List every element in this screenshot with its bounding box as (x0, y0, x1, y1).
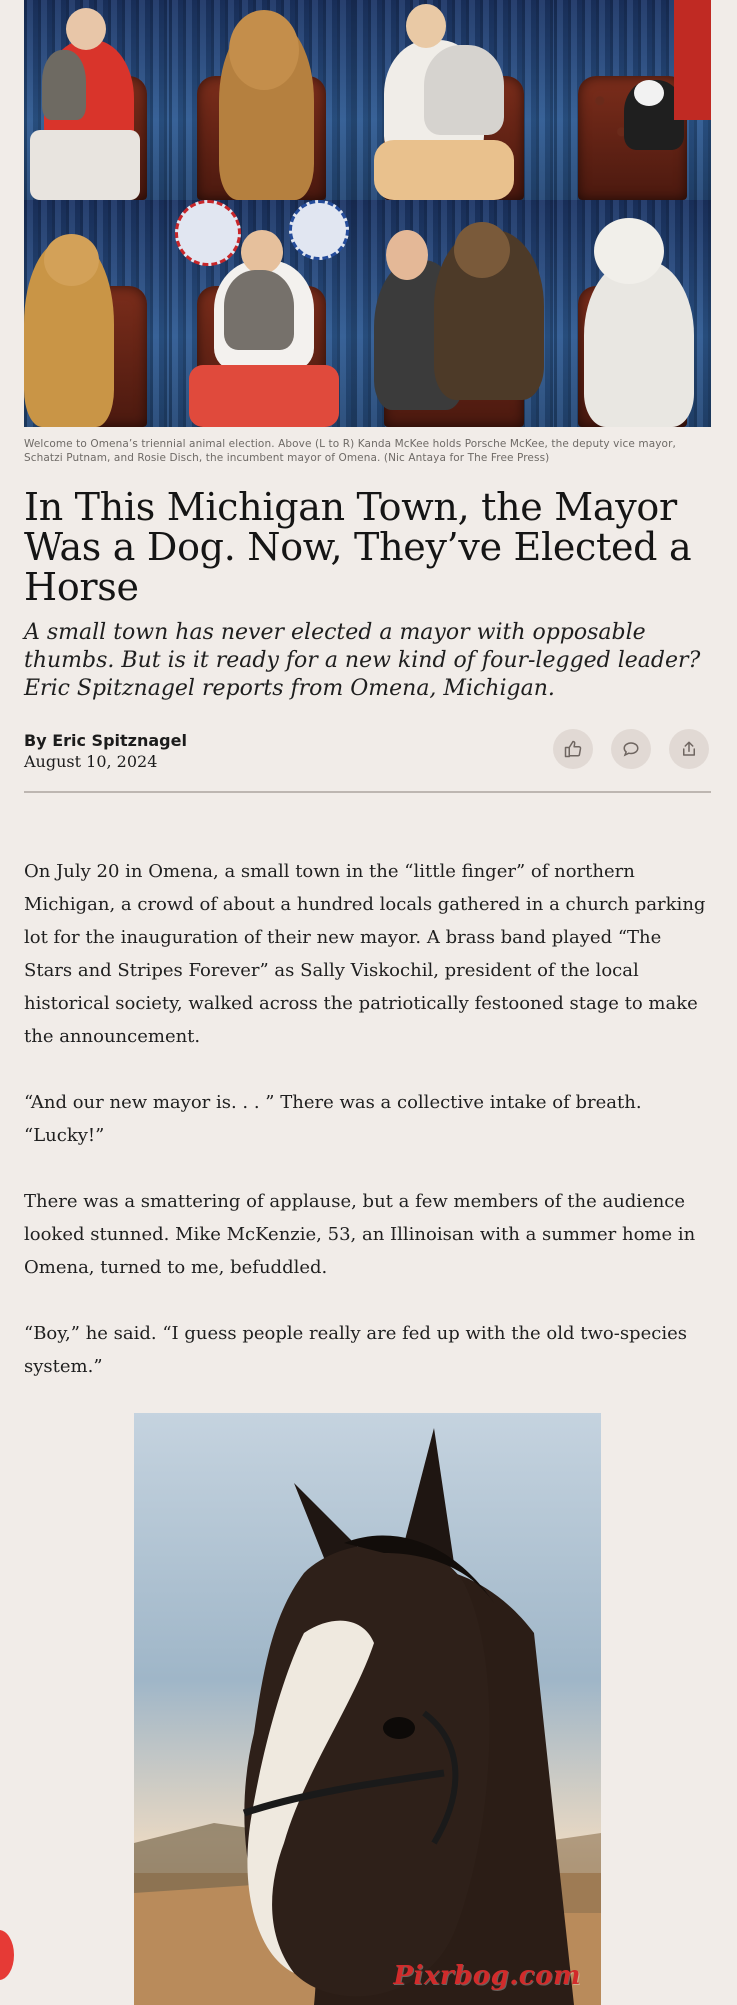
paragraph: “Boy,” he said. “I guess people really are fed up with the old two-species system.” (24, 1323, 687, 1377)
divider (24, 791, 711, 793)
photo-white-dog (554, 200, 711, 427)
hero-caption: Welcome to Omena’s triennial animal election. Above (L to R) Kanda McKee holds Porsche McKee, the deputy vice mayor, Schatzi Putnam, and Rosie Disch, the incumbent mayor of Omena. (Nic Antaya for The Free Press) (24, 438, 676, 464)
photo-yellow-labrador (24, 200, 169, 427)
photo-black-white-cat (554, 0, 711, 200)
like-button[interactable] (553, 729, 593, 769)
watermark: Pixrbog.com (393, 1961, 581, 1991)
article-actions (553, 729, 709, 769)
photo-girl-with-german-shepherd (354, 200, 554, 427)
horse-illustration (134, 1413, 601, 2005)
byline-row (24, 731, 711, 781)
paragraph: There was a smattering of applause, but a few members of the audience looked stunned. Mike McKenzie, 53, an Illinoisan with a summer home in Omena, turned to me, befuddled. (24, 1191, 696, 1278)
hero-photo-collage (24, 0, 711, 427)
horse-photo (134, 1413, 601, 2005)
article-body (24, 855, 711, 1383)
share-button[interactable] (669, 729, 709, 769)
headline: In This Michigan Town, the Mayor Was a Dog. Now, They’ve Elected a Horse (24, 485, 692, 609)
photo-woman-with-cat (24, 0, 169, 200)
share-icon (680, 740, 698, 758)
comment-button[interactable] (611, 729, 651, 769)
thumbs-up-icon (564, 740, 582, 758)
floating-action-button[interactable] (0, 1930, 14, 1980)
photo-woman-with-husky (354, 0, 554, 200)
dek: A small town has never elected a mayor with opposable thumbs. But is it ready for a new kind of four-legged leader? Eric Spitznagel reports from Omena, Michigan. (24, 620, 701, 701)
author-byline[interactable]: By Eric Spitznagel (24, 731, 187, 750)
paragraph: On July 20 in Omena, a small town in the “little finger” of northern Michigan, a crowd of about a hundred locals gathered in a church parking lot for the inauguration of their new mayor. A brass band played “The Stars and Stripes Forever” as Sally Viskochil, president of the local historical society, walked across the patriotically festooned stage to make the announcement. (24, 861, 706, 1047)
article-column (24, 0, 711, 1416)
publish-date: August 10, 2024 (24, 752, 158, 771)
comment-icon (622, 740, 640, 758)
photo-woman-with-gray-cat (169, 200, 354, 427)
photo-golden-doodle (169, 0, 354, 200)
paragraph: “And our new mayor is. . . ” There was a collective intake of breath. “Lucky!” (24, 1092, 642, 1146)
